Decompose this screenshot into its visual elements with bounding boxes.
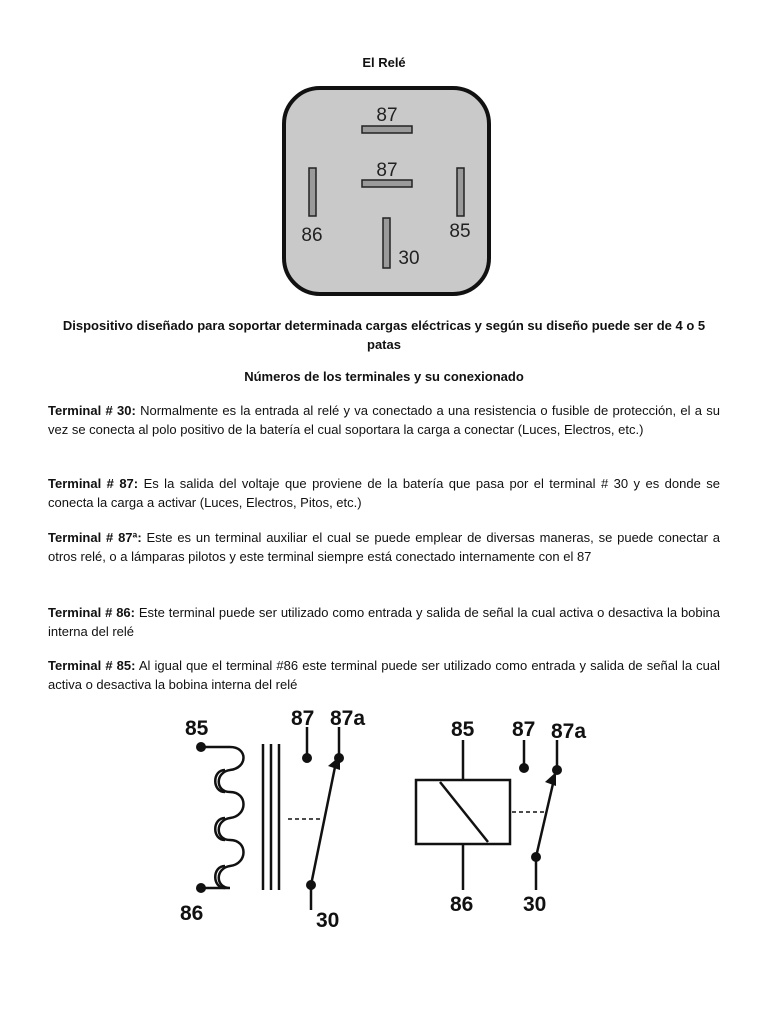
terminal-dot-30 xyxy=(306,880,316,890)
label-30: 30 xyxy=(398,248,420,269)
left-label-87: 87 xyxy=(291,707,315,730)
pin-87-center xyxy=(362,180,412,187)
pin-85 xyxy=(457,168,464,216)
section-heading: Números de los terminales y su conexionado xyxy=(244,369,524,384)
schematic-box-relay xyxy=(416,740,557,890)
switch-arm xyxy=(311,762,336,885)
terminal-description: Es la salida del voltaje que proviene de la batería que pasa por el terminal # 30 y es donde se conecta la carga a activar (Luces, Electros, Pitos, etc.) xyxy=(48,476,720,510)
schematic-coil-relay xyxy=(201,727,339,910)
box-terminal-dot-87a xyxy=(552,765,562,775)
box-switch-arrow xyxy=(545,772,556,786)
page-title: El Relé xyxy=(362,55,406,70)
box-switch-arm xyxy=(536,775,555,857)
terminal-label: Terminal # 87: xyxy=(48,476,139,491)
right-label-87a: 87a xyxy=(551,720,587,743)
right-label-30: 30 xyxy=(523,893,547,916)
terminal-description: Este terminal puede ser utilizado como entrada y salida de señal la cual activa o desactiva la bobina interna del relé xyxy=(48,605,720,639)
right-label-87: 87 xyxy=(512,718,536,741)
box-terminal-dot-30 xyxy=(531,852,541,862)
pin-87-top xyxy=(362,126,412,133)
device-description: Dispositivo diseñado para soportar determinada cargas eléctricas y según su diseño puede ser de 4 o 5 patas xyxy=(62,318,706,352)
left-label-87a: 87a xyxy=(330,707,366,730)
terminal-description: Este es un terminal auxiliar el cual se puede emplear de diversas maneras, se puede conectar a otros relé, o a lámparas pilotos y este terminal siempre está conectado internamente con el 87 xyxy=(48,530,720,564)
terminal-label: Terminal # 85: xyxy=(48,658,136,673)
box-terminal-dot-87 xyxy=(519,763,529,773)
terminal-dot-85 xyxy=(196,742,206,752)
terminal-dot-86 xyxy=(196,883,206,893)
terminal-label: Terminal # 86: xyxy=(48,605,135,620)
right-label-86: 86 xyxy=(450,893,474,916)
left-label-86: 86 xyxy=(180,902,204,925)
terminal-dot-87 xyxy=(302,753,312,763)
pin-86 xyxy=(309,168,316,216)
terminal-description: Al igual que el terminal #86 este terminal puede ser utilizado como entrada y salida de señal la cual activa o desactiva la bobina interna del relé xyxy=(48,658,721,692)
switch-arrow xyxy=(328,756,340,770)
coil-box-diagonal xyxy=(440,782,488,842)
terminal-description: Normalmente es la entrada al relé y va conectado a una resistencia o fusible de protección, el a su vez se conecta al polo positivo de la batería el cual soportara la carga a conectar (Luces, Electros, etc.) xyxy=(48,403,720,437)
right-label-85: 85 xyxy=(451,718,475,741)
pin-30 xyxy=(383,218,390,268)
terminal-label: Terminal # 87ª: xyxy=(48,530,142,545)
label-87-top: 87 xyxy=(376,105,398,126)
relay-pinout-diagram xyxy=(280,80,493,298)
terminal-87-paragraph xyxy=(48,474,720,512)
terminal-86-paragraph xyxy=(48,603,720,641)
left-label-30: 30 xyxy=(316,909,340,932)
terminal-30-paragraph xyxy=(48,401,720,439)
terminal-85-paragraph xyxy=(48,656,720,694)
left-label-85: 85 xyxy=(185,717,209,740)
terminal-label: Terminal # 30: xyxy=(48,403,136,418)
label-85: 85 xyxy=(449,221,471,242)
label-86: 86 xyxy=(301,225,323,246)
label-87-center: 87 xyxy=(376,160,398,181)
relay-schematics xyxy=(170,700,610,935)
terminal-87a-paragraph xyxy=(48,528,720,566)
